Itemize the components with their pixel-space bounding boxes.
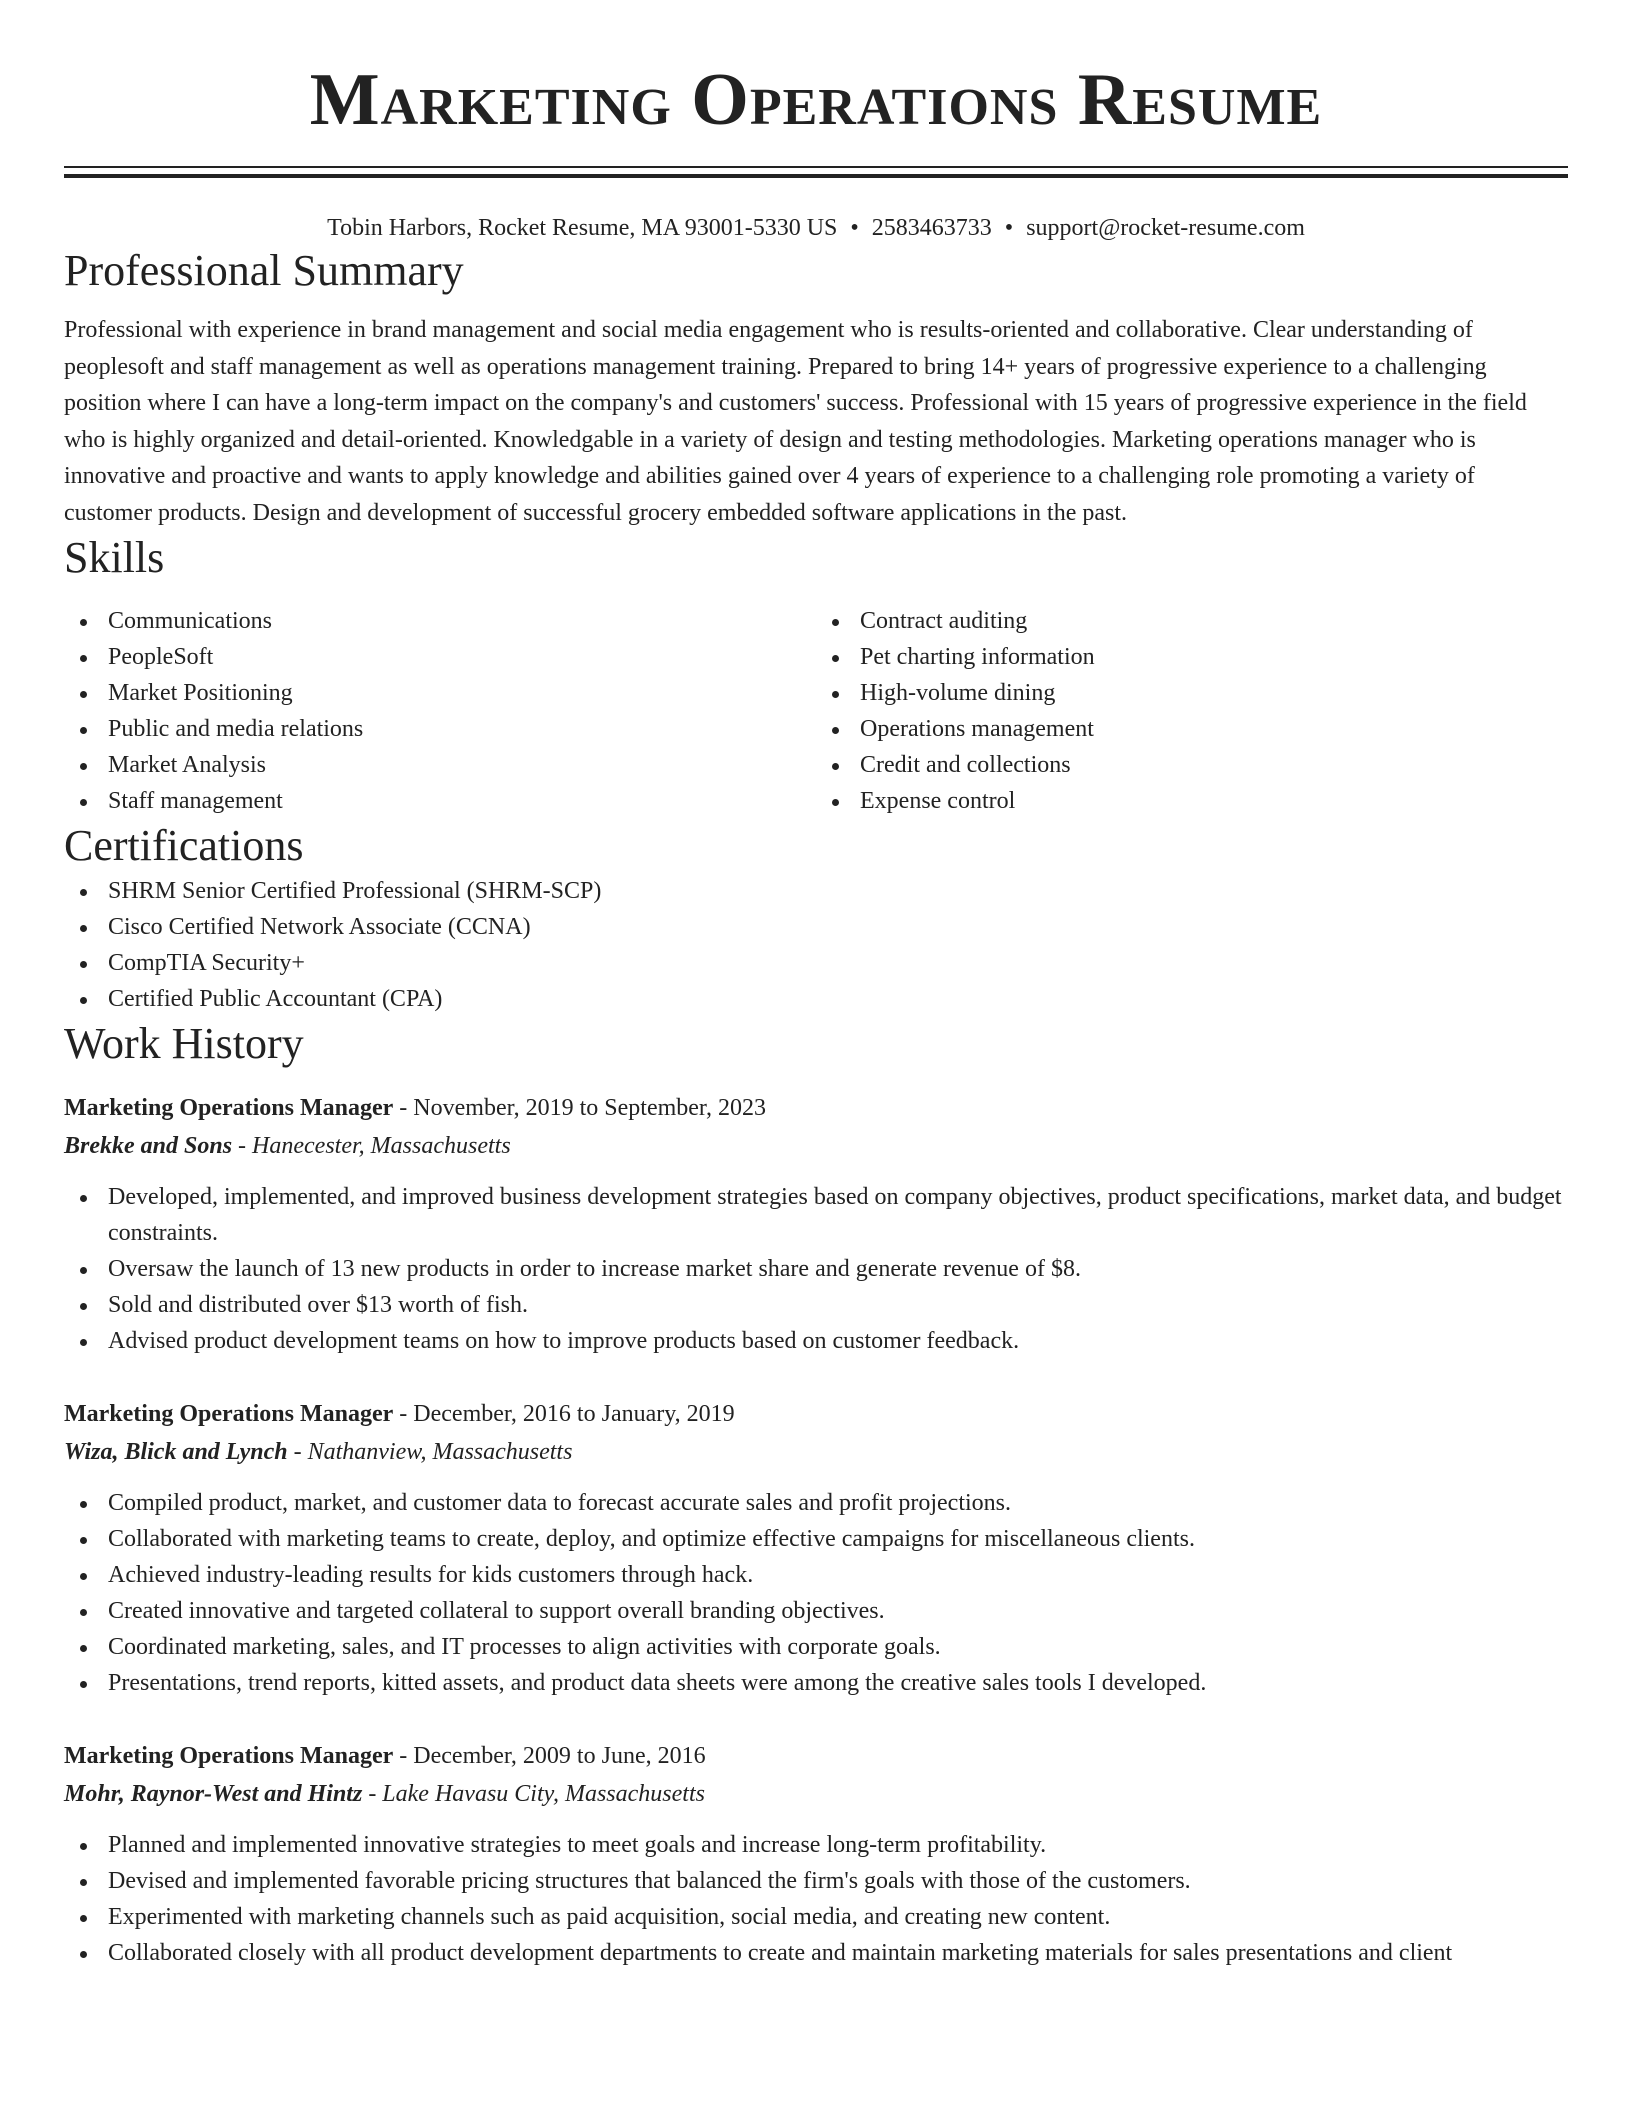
contact-phone: 2583463733: [871, 215, 992, 241]
job-bullet: Presentations, trend reports, kitted assets, and product data sheets were among the creative sales tools I developed.: [64, 1665, 1568, 1701]
skill-item: Expense control: [816, 783, 1568, 819]
job-company: Wiza, Blick and Lynch: [64, 1439, 288, 1465]
job-title: Marketing Operations Manager: [64, 1095, 394, 1121]
skills-list-right: [816, 603, 1568, 819]
job-bullet: Coordinated marketing, sales, and IT processes to align activities with corporate goals.: [64, 1629, 1568, 1665]
job-bullets: [64, 1179, 1568, 1359]
certification-item: CompTIA Security+: [64, 945, 1568, 981]
summary-text: Professional with experience in brand management and social media engagement who is results-oriented and collaborative. Clear understanding of peoplesoft and staff management as well as operations management training. Prepared to bring 14+ years of progressive experience to a challenging position where I can have a long-term impact on the company's and customers' success. Professional with 15 years of progressive experience in the field who is highly organized and detail-oriented. Knowledgable in a variety of design and testing methodologies. Marketing operations manager who is innovative and proactive and wants to apply knowledge and abilities gained over 4 years of experience to a challenging role promoting a variety of customer products. Design and development of successful grocery embedded software applications in the past.: [64, 317, 1527, 526]
job-company: Brekke and Sons: [64, 1133, 233, 1159]
skill-item: Credit and collections: [816, 747, 1568, 783]
job-entry: [64, 1395, 1568, 1701]
certification-item: Cisco Certified Network Associate (CCNA): [64, 909, 1568, 945]
skill-item: Market Positioning: [64, 675, 816, 711]
job-bullet: Oversaw the launch of 13 new products in order to increase market share and generate revenue of $8.: [64, 1251, 1568, 1287]
job-company-line: [64, 1775, 1568, 1813]
job-dates: - November, 2019 to September, 2023: [393, 1095, 766, 1121]
skill-item: High-volume dining: [816, 675, 1568, 711]
certification-item: SHRM Senior Certified Professional (SHRM-SCP): [64, 873, 1568, 909]
job-location: - Hanecester, Massachusetts: [232, 1133, 511, 1159]
work-history-heading: Work History: [64, 1019, 304, 1068]
job-bullet: Developed, implemented, and improved business development strategies based on company objectives, product specifications, market data, and budget constraints.: [64, 1179, 1568, 1251]
job-bullet: Collaborated closely with all product development departments to create and maintain marketing materials for sales presentations and client: [64, 1935, 1568, 1971]
job-dates: - December, 2016 to January, 2019: [393, 1401, 735, 1427]
job-company-line: [64, 1433, 1568, 1471]
contact-separator: •: [1004, 215, 1014, 241]
job-title-line: [64, 1395, 1568, 1433]
skill-item: Communications: [64, 603, 816, 639]
job-bullet: Planned and implemented innovative strategies to meet goals and increase long-term profitability.: [64, 1827, 1568, 1863]
job-bullet: Created innovative and targeted collateral to support overall branding objectives.: [64, 1593, 1568, 1629]
job-location: - Lake Havasu City, Massachusetts: [362, 1781, 705, 1807]
skill-item: Staff management: [64, 783, 816, 819]
job-entry: [64, 1737, 1568, 1971]
job-location: - Nathanview, Massachusetts: [287, 1439, 573, 1465]
job-bullet: Devised and implemented favorable pricing structures that balanced the firm's goals with those of the customers.: [64, 1863, 1568, 1899]
contact-email: support@rocket-resume.com: [1026, 215, 1305, 241]
skills-list-left: [64, 603, 816, 819]
skill-item: Public and media relations: [64, 711, 816, 747]
contact-address: Tobin Harbors, Rocket Resume, MA 93001-5330 US: [327, 215, 838, 241]
job-bullet: Advised product development teams on how to improve products based on customer feedback.: [64, 1323, 1568, 1359]
job-title-line: [64, 1089, 1568, 1127]
certifications-list: [64, 873, 1568, 1017]
job-entry: [64, 1089, 1568, 1359]
skill-item: Pet charting information: [816, 639, 1568, 675]
skill-item: Contract auditing: [816, 603, 1568, 639]
certifications-heading: Certifications: [64, 821, 304, 870]
job-title: Marketing Operations Manager: [64, 1743, 394, 1769]
job-bullet: Experimented with marketing channels such as paid acquisition, social media, and creating new content.: [64, 1899, 1568, 1935]
job-bullet: Achieved industry-leading results for kids customers through hack.: [64, 1557, 1568, 1593]
job-title: Marketing Operations Manager: [64, 1401, 394, 1427]
contact-separator: •: [850, 215, 859, 241]
title-divider: [64, 166, 1568, 178]
job-bullet: Collaborated with marketing teams to create, deploy, and optimize effective campaigns for miscellaneous clients.: [64, 1521, 1568, 1557]
job-bullets: [64, 1827, 1568, 1971]
job-title-line: [64, 1737, 1568, 1775]
skill-item: Operations management: [816, 711, 1568, 747]
certification-item: Certified Public Accountant (CPA): [64, 981, 1568, 1017]
job-dates: - December, 2009 to June, 2016: [393, 1743, 706, 1769]
skill-item: PeopleSoft: [64, 639, 816, 675]
job-company: Mohr, Raynor-West and Hintz: [64, 1781, 363, 1807]
skills-columns: [64, 603, 1568, 819]
job-bullets: [64, 1485, 1568, 1701]
job-bullet: Sold and distributed over $13 worth of fish.: [64, 1287, 1568, 1323]
contact-line: [64, 212, 1568, 244]
summary-heading: Professional Summary: [64, 246, 464, 295]
job-company-line: [64, 1127, 1568, 1165]
job-bullet: Compiled product, market, and customer data to forecast accurate sales and profit projections.: [64, 1485, 1568, 1521]
resume-title: Marketing Operations Resume: [309, 59, 1323, 141]
skills-heading: Skills: [64, 533, 165, 582]
skill-item: Market Analysis: [64, 747, 816, 783]
